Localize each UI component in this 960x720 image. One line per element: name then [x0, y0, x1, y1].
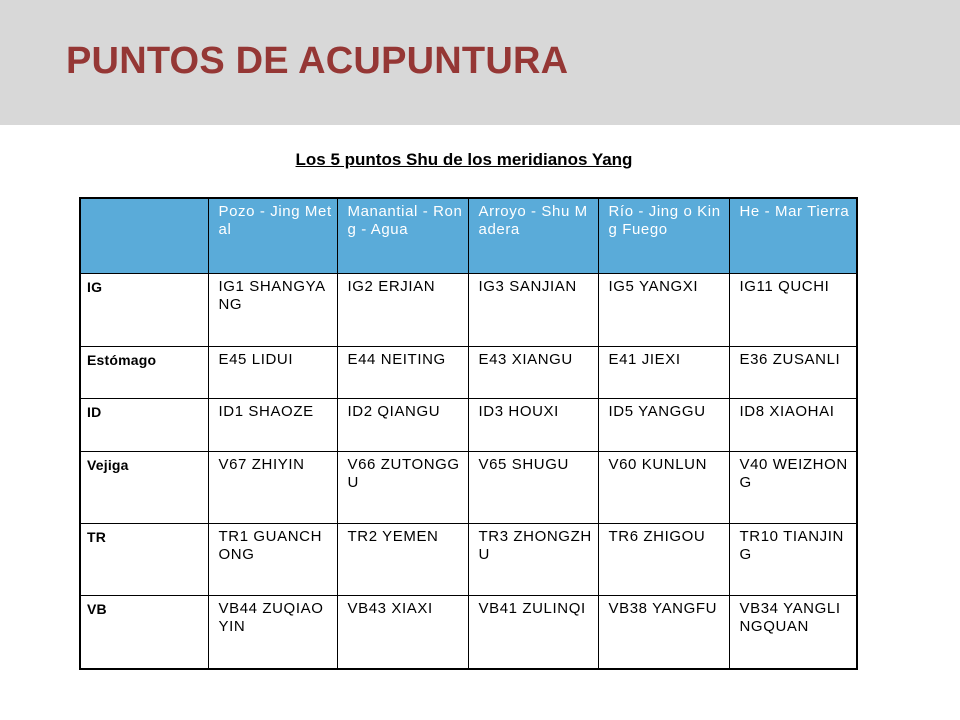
table-header-row [80, 198, 857, 274]
table-cell: VB43 XIAXI [337, 596, 468, 670]
header-cell-shu-madera: Arroyo - Shu Madera [468, 198, 598, 274]
table-row [80, 596, 857, 670]
table-cell: ID8 XIAOHAI [729, 399, 857, 452]
table-subtitle: Los 5 puntos Shu de los meridianos Yang [295, 150, 633, 169]
table-row [80, 399, 857, 452]
table-cell: ID1 SHAOZE [208, 399, 337, 452]
table-cell: V67 ZHIYIN [208, 452, 337, 524]
header-cell-he-tierra: He - Mar Tierra [729, 198, 857, 274]
table-row [80, 274, 857, 347]
table-cell: IG11 QUCHI [729, 274, 857, 347]
table-cell: IG1 SHANGYANG [208, 274, 337, 347]
table-cell: V60 KUNLUN [598, 452, 729, 524]
table-cell: IG2 ERJIAN [337, 274, 468, 347]
header-cell-rong-agua: Manantial - Rong - Agua [337, 198, 468, 274]
table-cell: VB44 ZUQIAOYIN [208, 596, 337, 670]
table-cell: ID5 YANGGU [598, 399, 729, 452]
table-cell: E36 ZUSANLI [729, 347, 857, 399]
table-cell: E44 NEITING [337, 347, 468, 399]
table-cell: ID2 QIANGU [337, 399, 468, 452]
table-cell: E45 LIDUI [208, 347, 337, 399]
table-cell: VB34 YANGLINGQUAN [729, 596, 857, 670]
table-cell: VB41 ZULINQI [468, 596, 598, 670]
row-label: IG [80, 274, 208, 347]
table-cell: E43 XIANGU [468, 347, 598, 399]
table-cell: TR3 ZHONGZHU [468, 524, 598, 596]
row-label: ID [80, 399, 208, 452]
header-cell-empty [80, 198, 208, 274]
page-title: PUNTOS DE ACUPUNTURA [66, 40, 569, 82]
row-label: Estómago [80, 347, 208, 399]
table-cell: ID3 HOUXI [468, 399, 598, 452]
table-cell: TR6 ZHIGOU [598, 524, 729, 596]
table-cell: IG5 YANGXI [598, 274, 729, 347]
shu-points-table [79, 197, 858, 670]
row-label: VB [80, 596, 208, 670]
table-cell: TR1 GUANCHONG [208, 524, 337, 596]
table-cell: V40 WEIZHONG [729, 452, 857, 524]
table-row [80, 524, 857, 596]
table-cell: TR2 YEMEN [337, 524, 468, 596]
table-cell: IG3 SANJIAN [468, 274, 598, 347]
table-row [80, 347, 857, 399]
table-cell: V66 ZUTONGGU [337, 452, 468, 524]
table-cell: E41 JIEXI [598, 347, 729, 399]
table-cell: VB38 YANGFU [598, 596, 729, 670]
table-cell: TR10 TIANJING [729, 524, 857, 596]
table-cell: V65 SHUGU [468, 452, 598, 524]
row-label: TR [80, 524, 208, 596]
table-row [80, 452, 857, 524]
header-cell-jing-fuego: Río - Jing o King Fuego [598, 198, 729, 274]
row-label: Vejiga [80, 452, 208, 524]
header-cell-jing-metal: Pozo - Jing Metal [208, 198, 337, 274]
